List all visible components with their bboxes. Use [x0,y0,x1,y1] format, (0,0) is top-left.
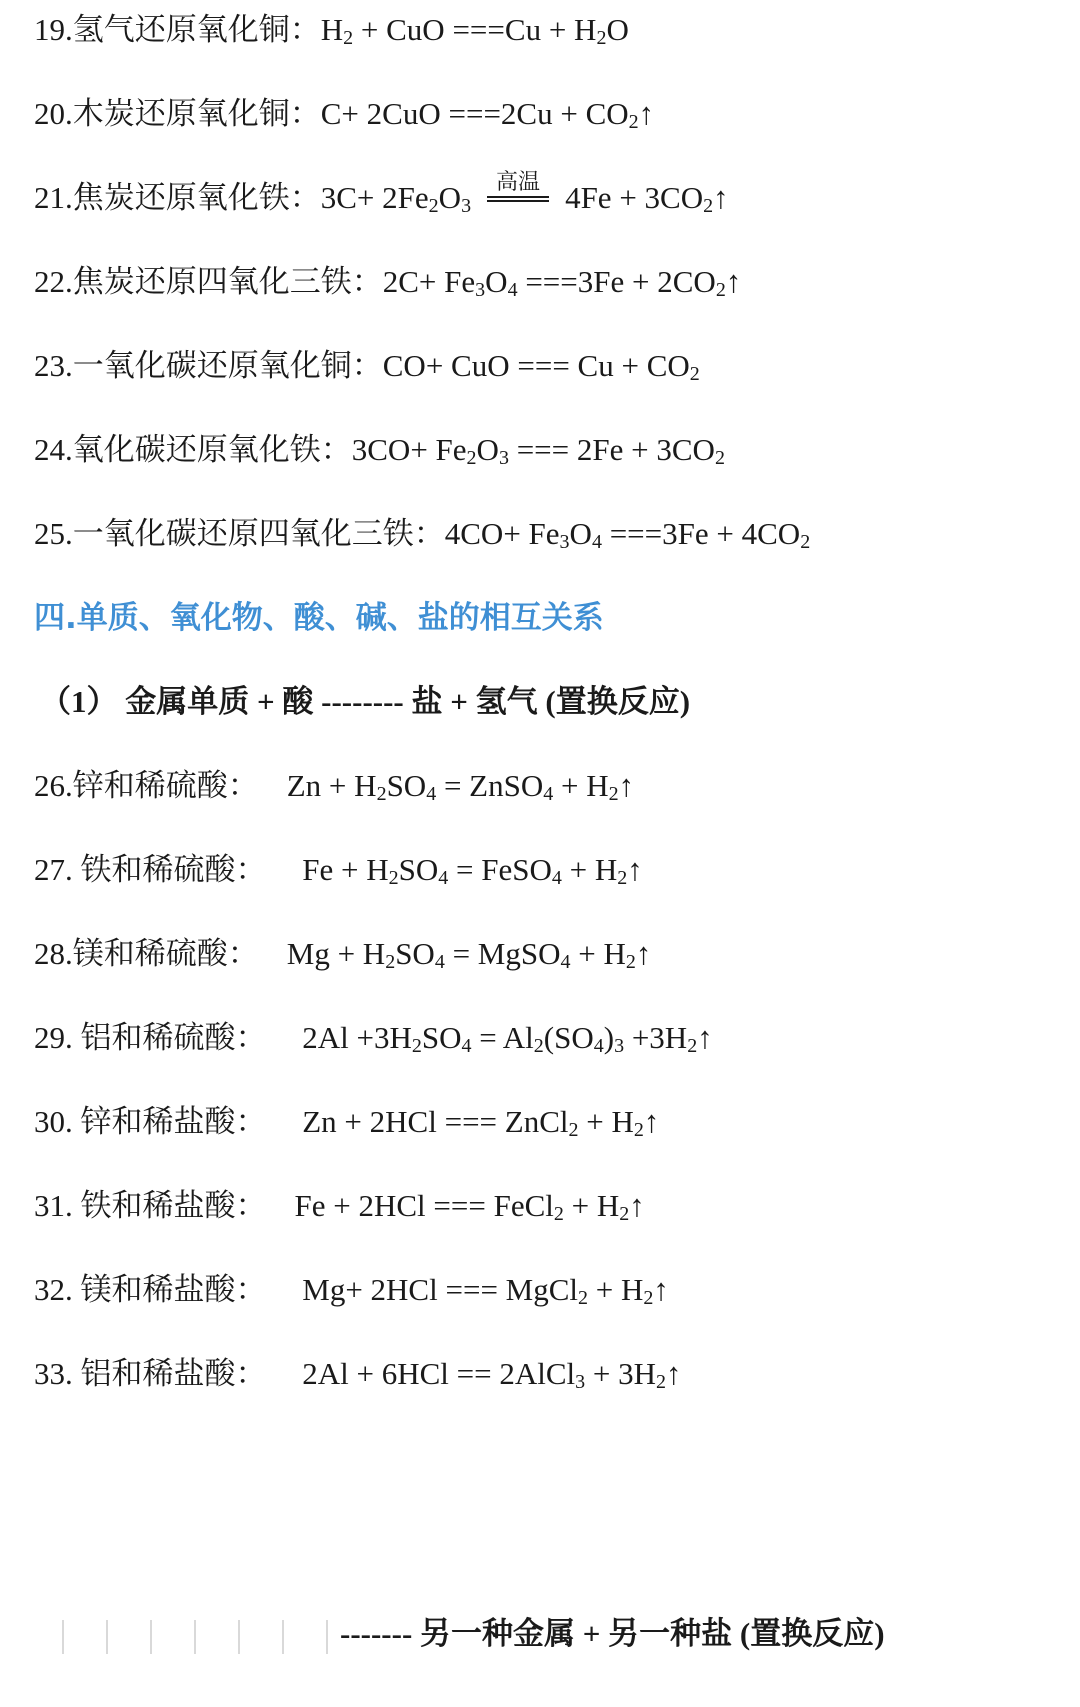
subscript: 2 [625,951,636,973]
subscript: 3 [575,1371,586,1393]
subscript: 2 [703,195,714,217]
subscript: 4 [426,783,437,805]
equals-bar [487,196,549,202]
reaction-line-32 [34,1270,669,1310]
reaction-line-30 [34,1102,659,1142]
reaction-prefix: 31. 铁和稀盐酸： [34,1188,267,1223]
equation-text: + H [553,768,609,803]
subscript: 3 [614,1035,625,1057]
equation-text: 3CO+ Fe [351,432,467,467]
equation-text: O [438,180,462,215]
equation-text: C+ 2CuO ===2Cu + CO [320,96,629,131]
equation-text: 4Fe + 3CO [565,180,704,215]
subscript: 2 [466,447,477,469]
subscript: 2 [619,1203,630,1225]
reaction-prefix: 27. 铁和稀硫酸： [34,852,267,887]
subscript: 4 [560,951,571,973]
equation-text: O [569,516,592,551]
subscript: 2 [714,447,725,469]
equation-text: + H [563,1188,620,1223]
equation-text: SO [386,768,427,803]
equation-text: = Al [471,1020,534,1055]
equation-text: (SO [543,1020,594,1055]
subscript: 3 [559,531,570,553]
subscript: 4 [591,531,602,553]
reaction-prefix: 32. 镁和稀盐酸： [34,1272,267,1307]
subscript: 2 [596,27,607,49]
subscript: 3 [461,195,472,217]
reaction-prefix: 26.锌和稀硫酸： [34,768,259,803]
equation-text: + CuO ===Cu + H [353,12,597,47]
equation-text: Zn + 2HCl === ZnCl [294,1104,569,1139]
subscript: 3 [475,279,486,301]
equation-text: ===3Fe + 2CO [517,264,716,299]
equation-text: + H [561,852,618,887]
subscript: 2 [643,1287,654,1309]
equation-text: +3H [624,1020,688,1055]
subscript: 2 [533,1035,544,1057]
equation-text: SO [398,852,439,887]
equation-text: CO+ CuO === Cu + CO [382,348,690,383]
equation-line-19 [34,10,629,50]
equation-text: Fe + 2HCl === FeCl [294,1188,554,1223]
reaction-line-33 [34,1354,682,1394]
reaction-condition [485,169,551,218]
equation-text: Mg+ 2HCl === MgCl [294,1272,579,1307]
subscript: 2 [343,27,354,49]
reaction-line-31 [34,1186,645,1226]
reaction-prefix: 28.镁和稀硫酸： [34,936,259,971]
subscript: 2 [689,363,700,385]
subscript: 2 [428,195,439,217]
equation-text: Mg + H [286,936,386,971]
equation-text: 2Al + 6HCl == 2AlCl [294,1356,576,1391]
reaction-line-28 [34,934,651,974]
reaction-line-27 [34,850,643,890]
equation-text: Zn + H [286,768,377,803]
equation-line-24 [34,430,725,470]
reaction-line-26 [34,766,634,806]
equation-prefix: 19.氢气还原氧化铜： [34,12,321,47]
equation-text: ) [603,1020,615,1055]
equation-text: SO [395,936,435,971]
equation-text: ↑ [638,96,655,131]
equation-text: O [476,432,499,467]
subsection-heading: （1） 金属单质 + 酸 -------- 盐 + 氢气 (置换反应) [40,684,691,719]
subscript: 2 [633,1119,644,1141]
subscript: 4 [434,951,445,973]
equation-text: 2Al +3H [294,1020,412,1055]
section-heading: 四.单质、氧化物、酸、碱、盐的相互关系 [34,600,604,636]
equation-text: === 2Fe + 3CO [508,432,715,467]
equation-text: Fe + H [294,852,389,887]
equation-line-25 [34,514,810,554]
subscript: 2 [628,111,639,133]
subscript: 2 [578,1287,589,1309]
equation-text: ↑ [627,852,643,887]
equation-line-20 [34,94,654,134]
equation-text: ↑ [666,1356,682,1391]
subscript: 2 [553,1203,564,1225]
equation-text: ↑ [629,1188,645,1223]
subscript: 2 [385,951,396,973]
reaction-prefix: 30. 锌和稀盐酸： [34,1104,267,1139]
equation-text: ↑ [697,1020,713,1055]
equation-prefix: 20.木炭还原氧化铜： [34,96,321,131]
occluded-text-placeholder [34,1620,334,1654]
equation-text: O [606,12,629,47]
subscript: 2 [376,783,387,805]
equation-text: 3C+ 2Fe [320,180,429,215]
subscript: 4 [461,1035,472,1057]
subscript: 2 [687,1035,698,1057]
equation-text: 4CO+ Fe [444,516,560,551]
subscript: 2 [568,1119,579,1141]
subscript: 2 [411,1035,422,1057]
equation-line-22 [34,262,741,302]
equation-text: ↑ [653,1272,669,1307]
subscript: 4 [551,867,562,889]
equation-text: SO [421,1020,462,1055]
equation-prefix: 23.一氧化碳还原氧化铜： [34,348,383,383]
subscript: 4 [507,279,518,301]
equation-text: = FeSO [448,852,552,887]
equation-text: + H [570,936,626,971]
subscript: 4 [438,867,449,889]
equation-prefix: 25.一氧化碳还原四氧化三铁： [34,516,445,551]
equation-text: ↑ [635,936,652,971]
next-subheading-text: ------- 另一种金属 + 另一种盐 (置换反应) [340,1616,885,1651]
reaction-line-29 [34,1018,713,1058]
subscript: 2 [608,783,619,805]
equation-text: ===3Fe + 4CO [601,516,801,551]
subscript: 4 [543,783,554,805]
equation-text: + H [578,1104,634,1139]
subscript: 3 [498,447,509,469]
equation-line-21 [34,169,729,218]
equation-text: ↑ [618,768,635,803]
equation-text: 2C+ Fe [382,264,476,299]
equation-prefix: 21.焦炭还原氧化铁： [34,180,321,215]
condition-label: 高温 [496,169,541,194]
reaction-prefix: 33. 铝和稀盐酸： [34,1356,267,1391]
equation-text: + 3H [585,1356,657,1391]
subscript: 2 [617,867,628,889]
equation-line-23 [34,346,700,386]
subscript: 4 [593,1035,604,1057]
subscript: 2 [715,279,726,301]
equation-text: H [320,12,344,47]
reaction-prefix: 29. 铝和稀硫酸： [34,1020,267,1055]
equation-text: ↑ [713,180,729,215]
equation-text: ↑ [643,1104,660,1139]
equation-text: = ZnSO [436,768,544,803]
next-subheading [34,1614,885,1654]
equation-text: = MgSO [444,936,561,971]
equation-text: + H [588,1272,644,1307]
equation-prefix: 24.氧化碳还原氧化铁： [34,432,352,467]
equation-text: O [485,264,508,299]
subscript: 2 [388,867,399,889]
subscript: 2 [800,531,811,553]
subscript: 2 [656,1371,667,1393]
equation-prefix: 22.焦炭还原四氧化三铁： [34,264,383,299]
equation-text: ↑ [725,264,742,299]
